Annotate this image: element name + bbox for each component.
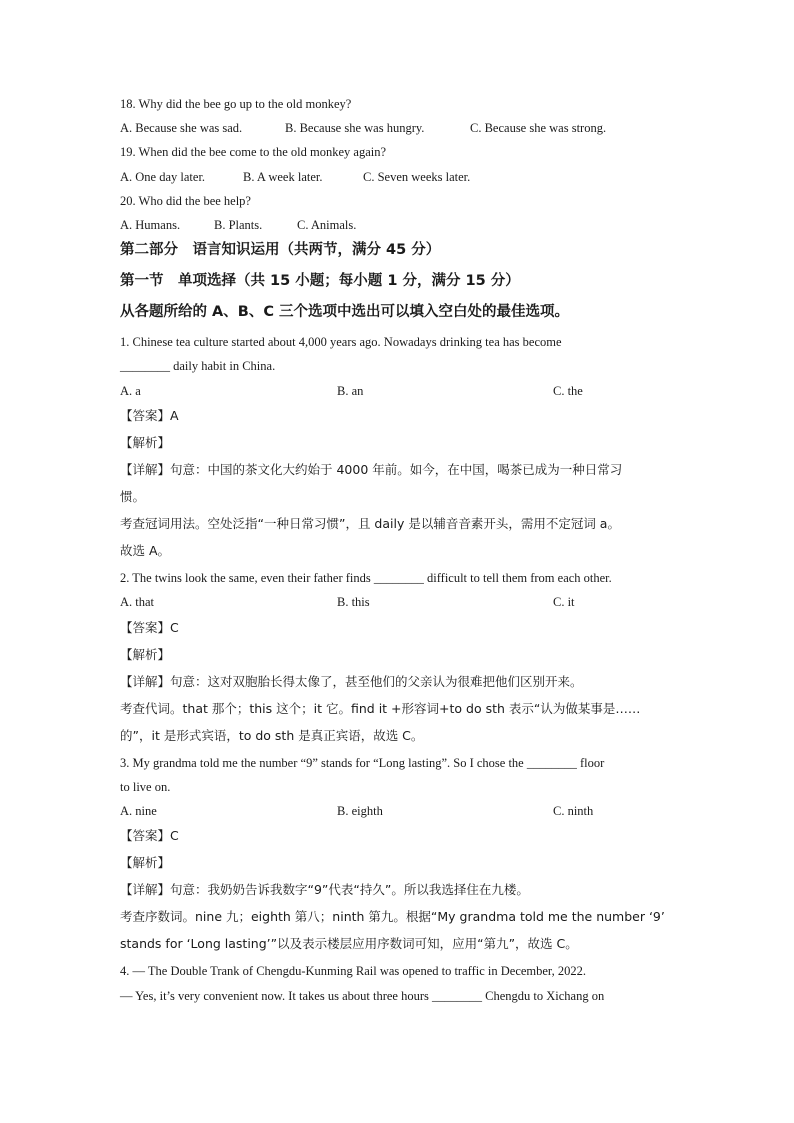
- section1-instruction: 从各题所给的 A、B、C 三个选项中选出可以填入空白处的最佳选项。: [120, 304, 570, 320]
- q2-option-b: B. this: [337, 595, 370, 609]
- q3-analysis-label: 【解析】: [120, 855, 171, 870]
- question-19: 19. When did the bee come to the old monkey again?: [120, 145, 387, 159]
- q1-option-b: B. an: [337, 384, 364, 398]
- q3-detail-line1: 【详解】句意：我奶奶告诉我数字“9”代表“持久”。所以我选择住在九楼。: [120, 882, 529, 897]
- question-20: 20. Who did the bee help?: [120, 194, 251, 208]
- q1-detail-line1: 【详解】句意：中国的茶文化大约始于 4000 年前。如今，在中国，喝茶已成为一种日常习: [120, 462, 623, 477]
- q1-stem-line1: 1. Chinese tea culture started about 4,000 years ago. Nowadays drinking tea has become: [120, 335, 562, 349]
- q3-option-b: B. eighth: [337, 804, 383, 818]
- q18-option-b: B. Because she was hungry.: [285, 121, 425, 135]
- q2-option-c: C. it: [553, 595, 575, 609]
- q3-option-a: A. nine: [120, 804, 157, 818]
- q19-option-c: C. Seven weeks later.: [363, 170, 471, 184]
- q20-option-a: A. Humans.: [120, 218, 181, 232]
- part2-heading: 第二部分 语言知识运用（共两节，满分 45 分）: [120, 242, 441, 258]
- q3-stem-line1: 3. My grandma told me the number “9” stands for “Long lasting”. So I chose the ________ floor: [120, 756, 605, 770]
- q3-option-c: C. ninth: [553, 804, 594, 818]
- section1-heading: 第一节 单项选择（共 15 小题；每小题 1 分，满分 15 分）: [120, 273, 520, 289]
- q20-option-b: B. Plants.: [214, 218, 263, 232]
- q3-stem-line2: to live on.: [120, 780, 171, 794]
- q2-analysis-label: 【解析】: [120, 647, 171, 662]
- q1-answer: 【答案】A: [120, 408, 179, 423]
- q2-detail-line1: 【详解】句意：这对双胞胎长得太像了，甚至他们的父亲认为很难把他们区别开来。: [120, 674, 583, 689]
- q4-stem-line1: 4. — The Double Trank of Chengdu-Kunming Rail was opened to traffic in December, 2022.: [120, 964, 586, 978]
- q1-option-c: C. the: [553, 384, 583, 398]
- q3-detail-line3: stands for ‘Long lasting’”以及表示楼层应用序数词可知，应用“第九”，故选 C。: [120, 936, 578, 951]
- q1-option-a: A. a: [120, 384, 141, 398]
- q19-option-a: A. One day later.: [120, 170, 206, 184]
- q2-detail-line2: 考查代词。that 那个；this 这个；it 它。find it +形容词+to do sth 表示“认为做某事是……: [120, 701, 641, 716]
- q2-option-a: A. that: [120, 595, 155, 609]
- q1-analysis-label: 【解析】: [120, 435, 171, 450]
- q18-option-c: C. Because she was strong.: [470, 121, 607, 135]
- q3-answer: 【答案】C: [120, 828, 179, 843]
- q1-detail-line4: 故选 A。: [120, 543, 171, 558]
- q2-answer: 【答案】C: [120, 620, 179, 635]
- question-18: 18. Why did the bee go up to the old monkey?: [120, 97, 352, 111]
- q2-stem: 2. The twins look the same, even their father finds ________ difficult to tell them from each other.: [120, 571, 612, 585]
- q18-option-a: A. Because she was sad.: [120, 121, 243, 135]
- q3-detail-line2: 考查序数词。nine 九；eighth 第八；ninth 第九。根据“My grandma told me the number ‘9’: [120, 909, 665, 924]
- q19-option-b: B. A week later.: [243, 170, 323, 184]
- q1-detail-line2: 惯。: [120, 489, 146, 504]
- q1-stem-line2: ________ daily habit in China.: [120, 359, 276, 373]
- q20-option-c: C. Animals.: [297, 218, 357, 232]
- q4-stem-line2: — Yes, it’s very convenient now. It takes us about three hours ________ Chengdu to Xichang on: [120, 989, 605, 1003]
- q1-detail-line3: 考查冠词用法。空处泛指“一种日常习惯”，且 daily 是以辅音音素开头，需用不定冠词 a。: [120, 516, 620, 531]
- q2-detail-line3: 的”，it 是形式宾语，to do sth 是真正宾语，故选 C。: [120, 728, 424, 743]
